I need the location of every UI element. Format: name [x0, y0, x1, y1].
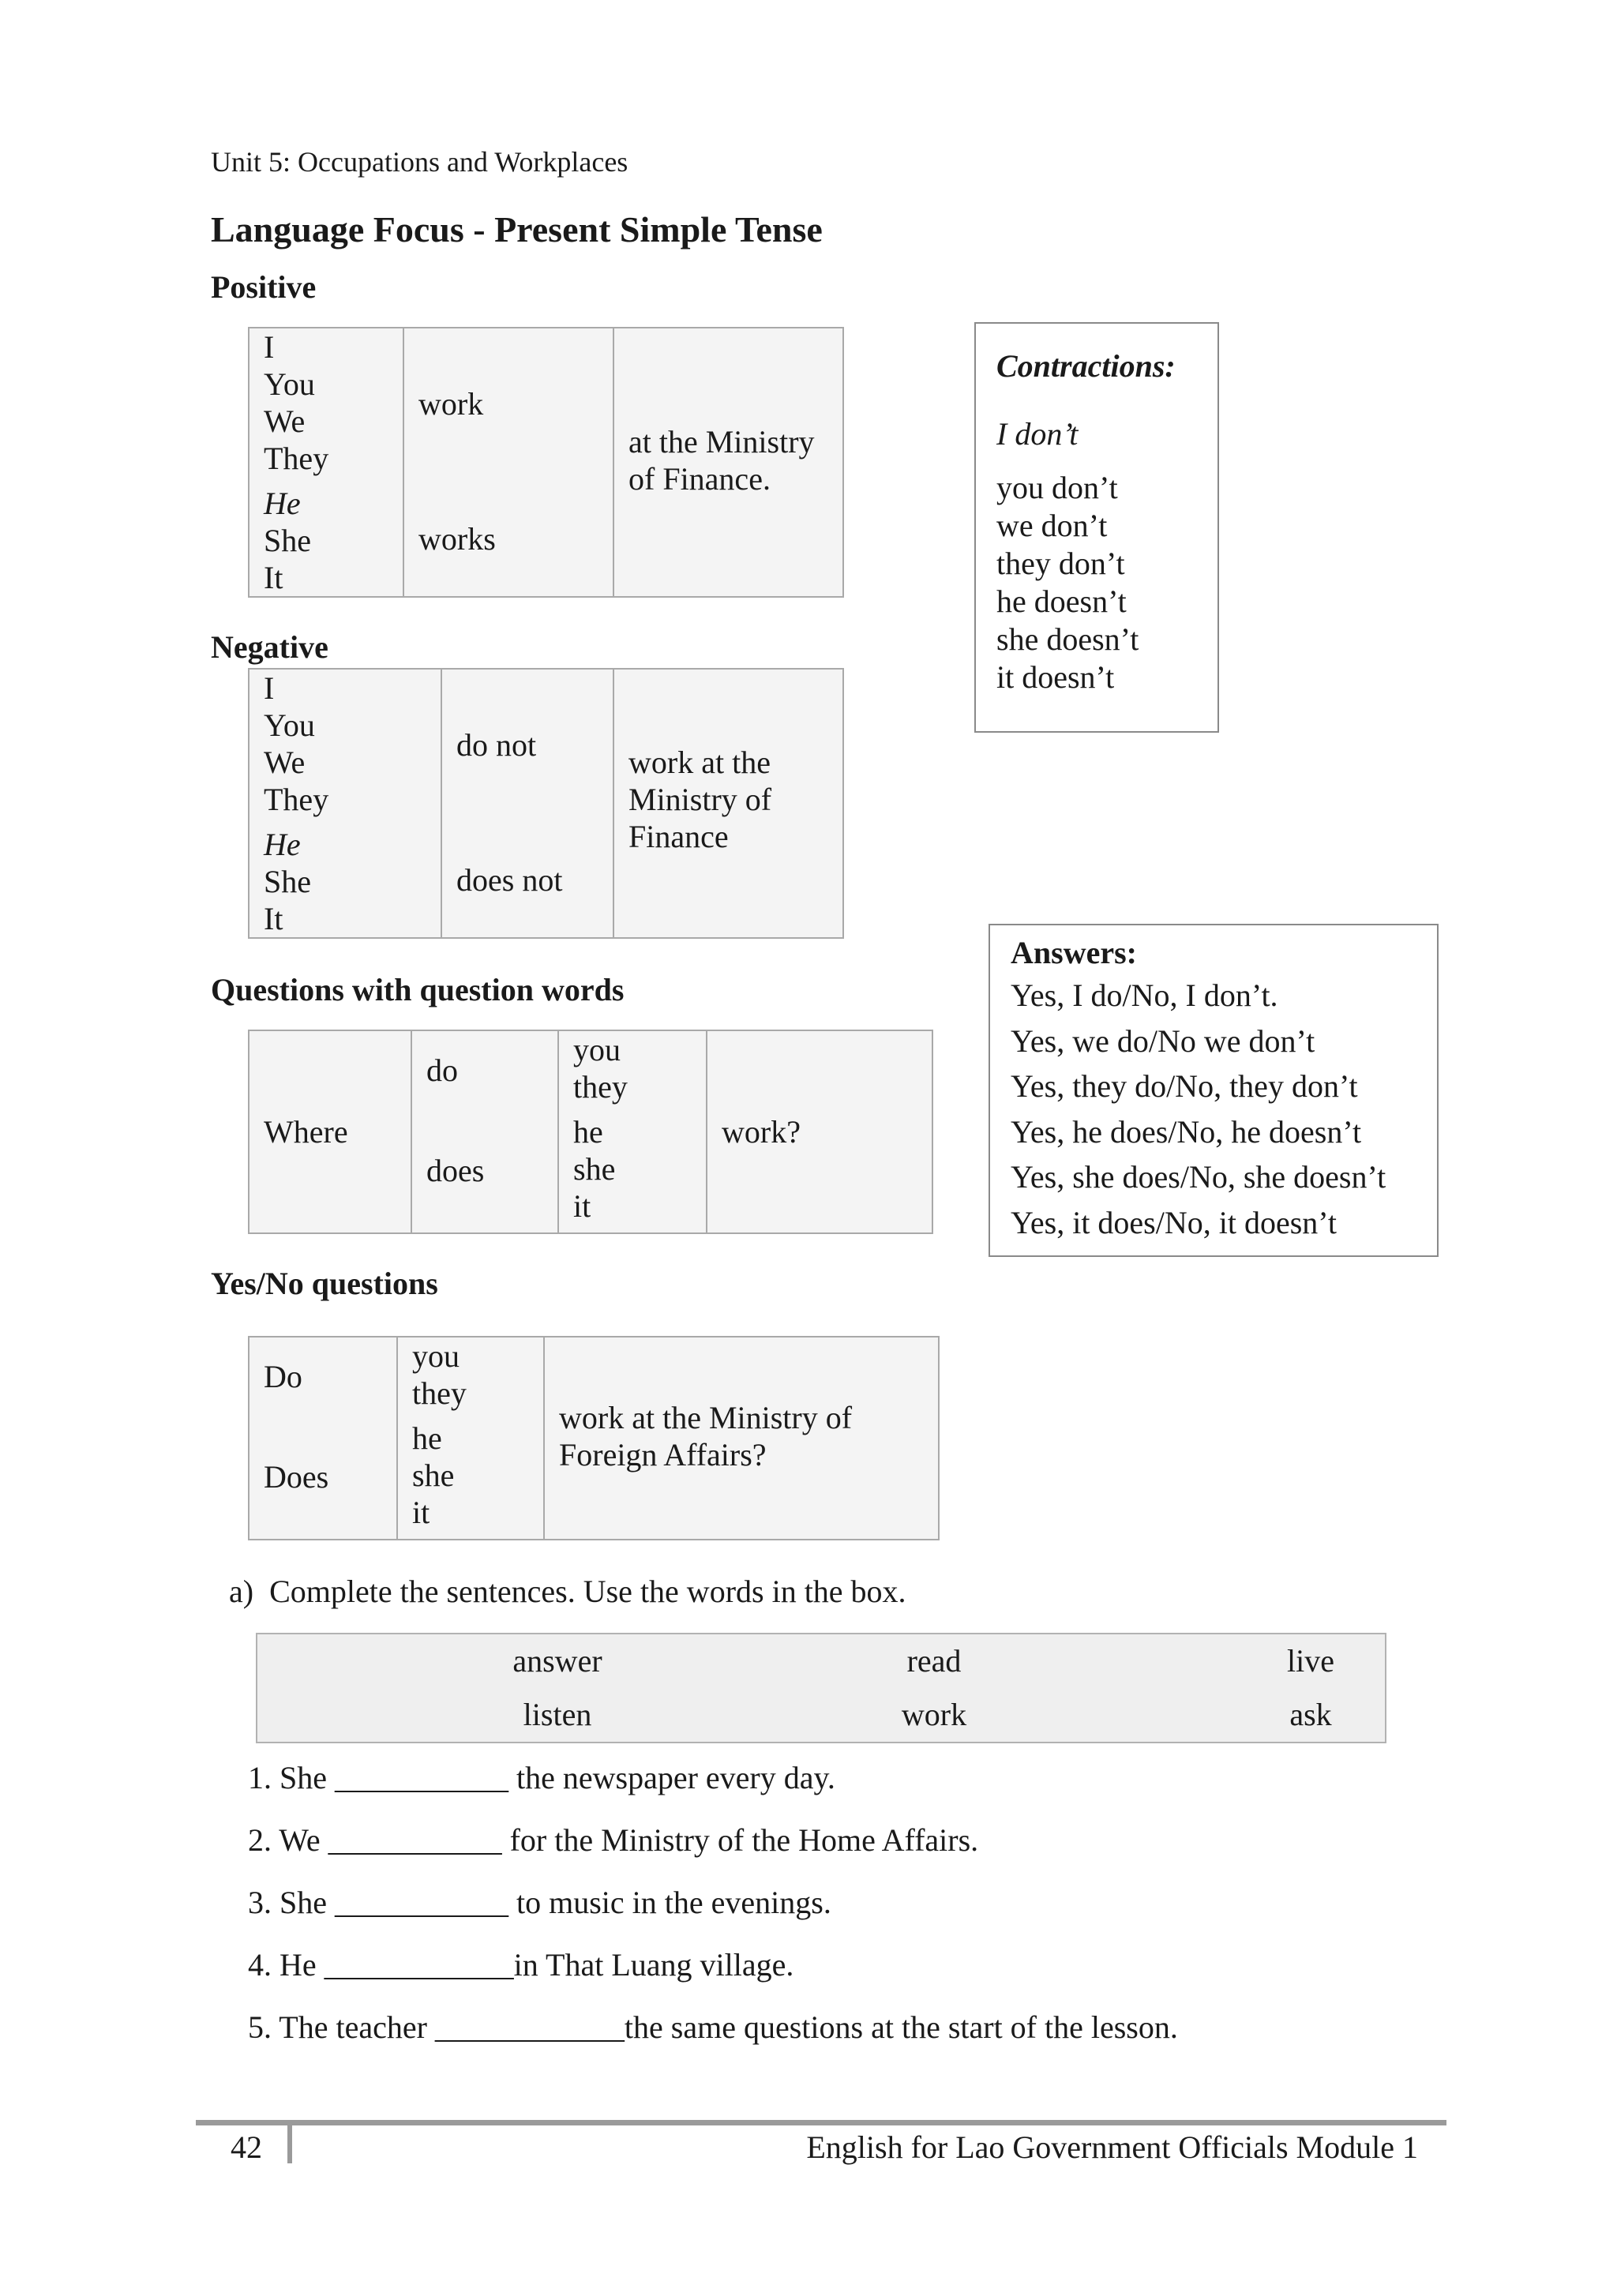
complement: at the Ministry — [628, 424, 815, 460]
subject: they — [412, 1375, 467, 1411]
subject: I — [264, 329, 275, 365]
subject: He — [264, 827, 301, 862]
sentence: 3. She ___________ to music in the evenings. — [248, 1885, 831, 1920]
sentence: 5. The teacher ____________the same questions at the start of the lesson. — [248, 2009, 1178, 2045]
aux-cell — [441, 669, 613, 938]
complement: of Finance. — [628, 461, 771, 497]
footer-rule — [196, 2120, 1446, 2125]
subject: She — [264, 864, 311, 899]
verb-cell — [403, 328, 613, 597]
aux-cell — [411, 1030, 558, 1233]
contraction-item: we don’t — [996, 508, 1108, 543]
auxiliary: do — [426, 1052, 458, 1088]
subject: he — [573, 1114, 603, 1150]
subject: he — [412, 1420, 442, 1456]
complement-cell — [613, 669, 843, 938]
subject: She — [264, 523, 311, 558]
complement: Finance — [628, 819, 729, 854]
verb: work — [418, 386, 484, 422]
subject-cell — [249, 328, 403, 597]
subject-cell — [558, 1030, 707, 1233]
verb: work? — [722, 1114, 801, 1150]
sentence: 1. She ___________ the newspaper every day. — [248, 1760, 835, 1795]
answer-item: Yes, they do/No, they don’t — [1011, 1068, 1358, 1104]
auxiliary: does not — [456, 862, 563, 898]
contraction-item: he doesn’t — [996, 583, 1127, 619]
question-word: Where — [264, 1114, 348, 1150]
answers-title: Answers: — [1011, 935, 1137, 970]
complement-cell — [544, 1337, 939, 1540]
subject: You — [264, 707, 315, 743]
subject: They — [264, 782, 329, 817]
complement: Foreign Affairs? — [559, 1437, 767, 1473]
subject: she — [573, 1151, 616, 1187]
subject: It — [264, 901, 283, 936]
contraction-item: I don’t — [996, 416, 1079, 452]
answer-item: Yes, we do/No we don’t — [1011, 1022, 1315, 1059]
unit-title: Unit 5: Occupations and Workplaces — [211, 146, 628, 178]
word-item: read — [906, 1643, 962, 1679]
word-item: listen — [523, 1697, 592, 1732]
footer-divider — [287, 2125, 292, 2163]
complement: Ministry of — [628, 782, 772, 817]
complement: work at the Ministry of — [559, 1400, 853, 1435]
complement: work at the — [628, 745, 771, 780]
page-title: Language Focus - Present Simple Tense — [211, 209, 823, 249]
word-item: live — [1287, 1643, 1334, 1679]
contraction-item: it doesn’t — [996, 659, 1115, 695]
subject: He — [264, 486, 301, 521]
question-words-table — [248, 1030, 933, 1234]
subject: They — [264, 441, 329, 476]
positive-heading: Positive — [211, 269, 317, 305]
yes-no-table — [248, 1336, 940, 1540]
contraction-item: they don’t — [996, 546, 1125, 581]
subject: It — [264, 560, 283, 595]
subject-cell — [249, 669, 441, 938]
qword-cell — [249, 1030, 411, 1233]
auxiliary: does — [426, 1153, 485, 1188]
auxiliary: Does — [264, 1459, 329, 1495]
question-words-heading: Questions with question words — [211, 972, 625, 1007]
sentence: 4. He ____________in That Luang village. — [248, 1947, 794, 1983]
word-item: ask — [1289, 1697, 1332, 1732]
word-item: work — [901, 1697, 967, 1732]
auxiliary: do not — [456, 727, 537, 763]
subject: I — [264, 670, 275, 706]
aux-cell — [249, 1337, 397, 1540]
negative-table — [248, 668, 844, 939]
complement-cell — [613, 328, 843, 597]
subject: she — [412, 1458, 455, 1493]
negative-heading: Negative — [211, 629, 328, 665]
subject: We — [264, 745, 306, 780]
subject-cell — [397, 1337, 544, 1540]
auxiliary: Do — [264, 1359, 302, 1394]
contraction-item: you don’t — [996, 470, 1118, 505]
answer-item: Yes, it does/No, it doesn’t — [1011, 1204, 1337, 1240]
subject: they — [573, 1069, 628, 1105]
yes-no-heading: Yes/No questions — [211, 1266, 438, 1301]
contraction-item: she doesn’t — [996, 621, 1139, 657]
word-box — [256, 1633, 1386, 1743]
word-item: answer — [512, 1643, 602, 1679]
answer-item: Yes, she does/No, she doesn’t — [1011, 1159, 1386, 1195]
subject: We — [264, 403, 306, 439]
sentence: 2. We ___________ for the Ministry of the Home Affairs. — [248, 1822, 979, 1858]
answer-item: Yes, he does/No, he doesn’t — [1011, 1113, 1362, 1150]
verb-cell — [707, 1030, 932, 1233]
subject: you — [412, 1338, 460, 1374]
book-title: English for Lao Government Officials Module 1 — [806, 2129, 1418, 2165]
answers-box — [989, 924, 1439, 1257]
positive-table — [248, 327, 844, 598]
page-number: 42 — [231, 2129, 262, 2165]
subject: you — [573, 1032, 621, 1067]
answer-item: Yes, I do/No, I don’t. — [1011, 977, 1278, 1013]
subject: You — [264, 366, 315, 402]
contractions-title: Contractions: — [996, 348, 1176, 384]
subject: it — [573, 1188, 591, 1224]
contractions-box — [974, 322, 1219, 733]
exercise-instruction: a) Complete the sentences. Use the words in the box. — [229, 1574, 906, 1609]
subject: it — [412, 1495, 430, 1530]
verb: works — [418, 521, 496, 557]
